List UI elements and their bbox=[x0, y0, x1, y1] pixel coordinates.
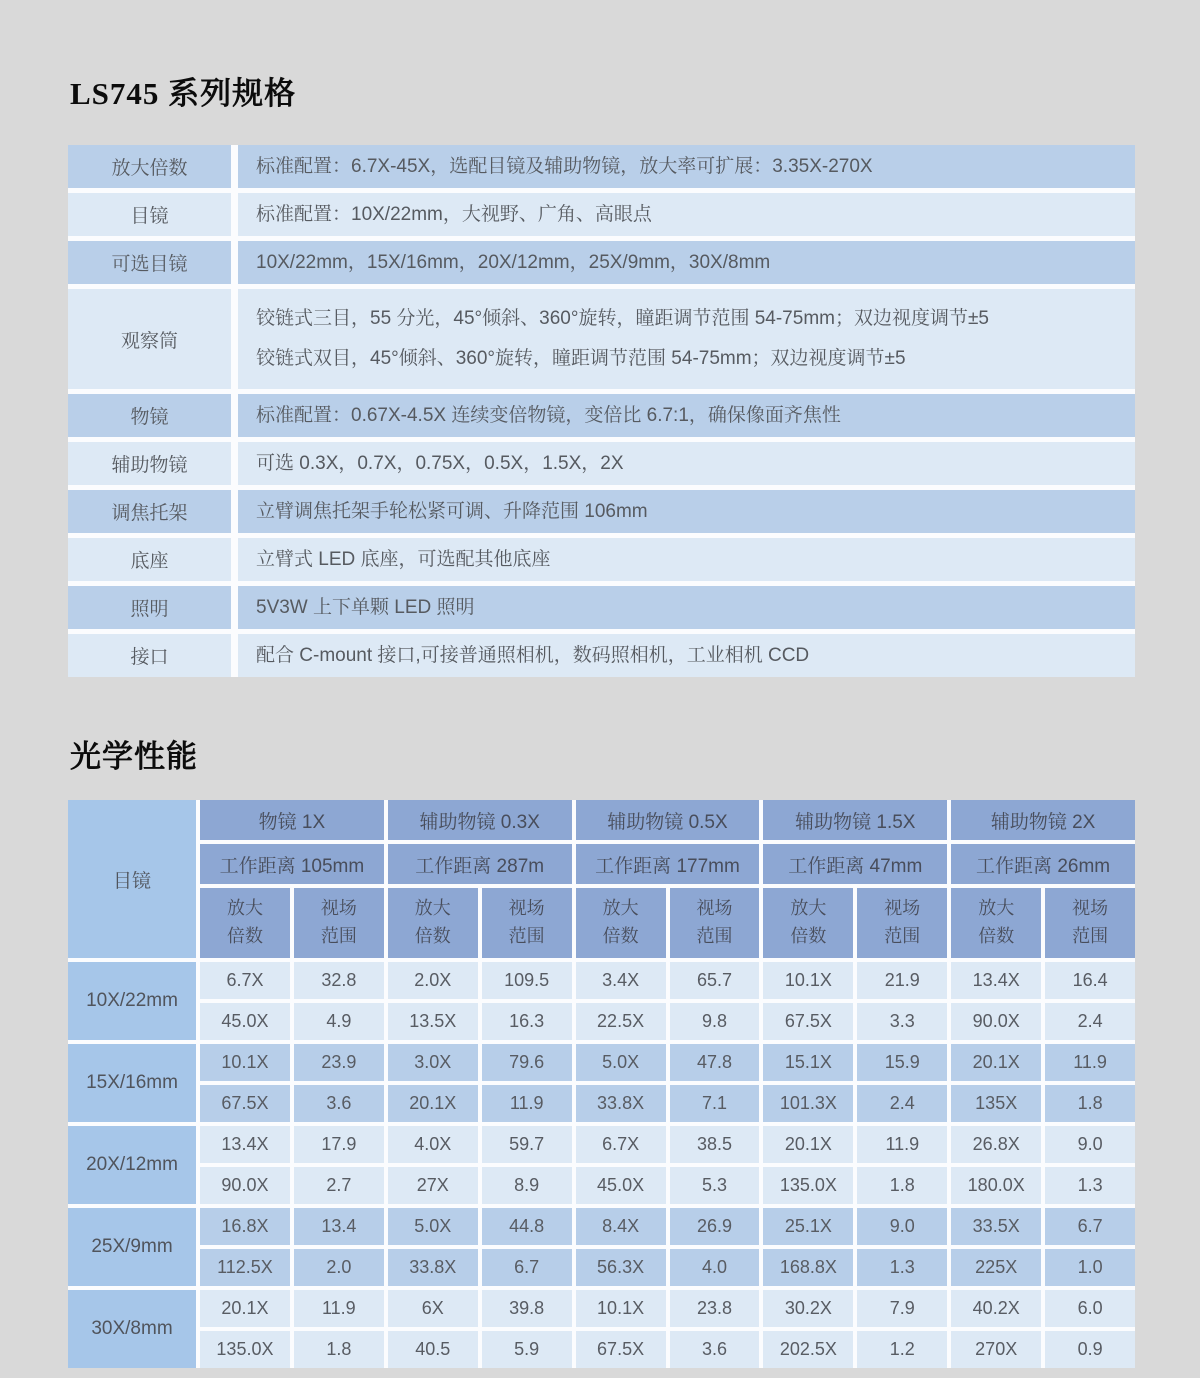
optics-data-cell: 90.0X bbox=[951, 1003, 1041, 1040]
spec-row-value bbox=[238, 289, 1135, 389]
optics-data-cell: 33.8X bbox=[576, 1085, 666, 1122]
optics-data-cell: 2.0X bbox=[388, 962, 478, 999]
optics-data-row bbox=[200, 1208, 1135, 1245]
optics-data-cell: 2.7 bbox=[294, 1167, 384, 1204]
optics-data-cell: 10.1X bbox=[576, 1290, 666, 1327]
optics-working-distance-row bbox=[200, 844, 1135, 884]
optics-data-cell: 4.0X bbox=[388, 1126, 478, 1163]
optics-data-row bbox=[200, 1290, 1135, 1327]
optics-eyepiece-label: 20X/12mm bbox=[68, 1126, 196, 1204]
spec-row bbox=[68, 442, 1135, 485]
optics-data-row bbox=[200, 1249, 1135, 1286]
optics-data-cell: 44.8 bbox=[482, 1208, 572, 1245]
optics-data-cell: 225X bbox=[951, 1249, 1041, 1286]
optics-working-distance: 工作距离 47mm bbox=[763, 844, 947, 884]
spec-row-label: 底座 bbox=[68, 538, 231, 581]
optics-data-row bbox=[200, 1126, 1135, 1163]
optics-data-cell: 23.9 bbox=[294, 1044, 384, 1081]
optics-data-cell: 1.8 bbox=[294, 1331, 384, 1368]
optics-subheader-mag: 放大 倍数 bbox=[763, 888, 853, 958]
optics-data-cell: 15.9 bbox=[857, 1044, 947, 1081]
spec-row-value: 配合 C-mount 接口,可接普通照相机，数码照相机，工业相机 CCD bbox=[238, 634, 1135, 677]
spec-row-label: 观察筒 bbox=[68, 289, 231, 389]
optics-data-row bbox=[200, 1003, 1135, 1040]
optics-data-cell: 2.4 bbox=[1045, 1003, 1135, 1040]
spec-value-line-1: 铰链式三目，55 分光，45°倾斜、360°旋转，瞳距调节范围 54-75mm；双边视度调节±5 bbox=[256, 308, 989, 330]
optics-data-area bbox=[200, 800, 1135, 1368]
optics-data-cell: 67.5X bbox=[576, 1331, 666, 1368]
optics-data-row bbox=[200, 1085, 1135, 1122]
optics-data-cell: 180.0X bbox=[951, 1167, 1041, 1204]
optics-data-cell: 27X bbox=[388, 1167, 478, 1204]
optics-data-cell: 20.1X bbox=[951, 1044, 1041, 1081]
optics-data-cell: 11.9 bbox=[857, 1126, 947, 1163]
optics-working-distance: 工作距离 105mm bbox=[200, 844, 384, 884]
optics-data-cell: 38.5 bbox=[670, 1126, 760, 1163]
optics-data-cell: 3.6 bbox=[294, 1085, 384, 1122]
spec-row-value: 立臂式 LED 底座，可选配其他底座 bbox=[238, 538, 1135, 581]
optics-corner-label: 目镜 bbox=[68, 800, 196, 958]
optics-data-cell: 8.4X bbox=[576, 1208, 666, 1245]
spec-row-label: 物镜 bbox=[68, 394, 231, 437]
optics-subheader-fov: 视场 范围 bbox=[294, 888, 384, 958]
spec-row bbox=[68, 634, 1135, 677]
spec-row-value: 标准配置：0.67X-4.5X 连续变倍物镜，变倍比 6.7:1，确保像面齐焦性 bbox=[238, 394, 1135, 437]
spec-row-label: 接口 bbox=[68, 634, 231, 677]
optics-data-cell: 13.5X bbox=[388, 1003, 478, 1040]
optics-data-cell: 9.8 bbox=[670, 1003, 760, 1040]
optics-group-title-row bbox=[200, 800, 1135, 840]
spec-row bbox=[68, 394, 1135, 437]
spec-table bbox=[68, 145, 1135, 677]
optics-data-cell: 1.0 bbox=[1045, 1249, 1135, 1286]
optics-group-title: 物镜 1X bbox=[200, 800, 384, 840]
optics-data-cell: 2.4 bbox=[857, 1085, 947, 1122]
optics-working-distance: 工作距离 287m bbox=[388, 844, 572, 884]
spec-row bbox=[68, 586, 1135, 629]
optics-data-cell: 1.8 bbox=[857, 1167, 947, 1204]
spec-row-label: 放大倍数 bbox=[68, 145, 231, 188]
optics-data-cell: 47.8 bbox=[670, 1044, 760, 1081]
optics-data-cell: 16.8X bbox=[200, 1208, 290, 1245]
optics-data-cell: 202.5X bbox=[763, 1331, 853, 1368]
optics-data-cell: 5.0X bbox=[388, 1208, 478, 1245]
spec-row bbox=[68, 490, 1135, 533]
optics-data-cell: 40.5 bbox=[388, 1331, 478, 1368]
optics-data-cell: 1.8 bbox=[1045, 1085, 1135, 1122]
optics-data-cell: 21.9 bbox=[857, 962, 947, 999]
optics-data-cell: 26.9 bbox=[670, 1208, 760, 1245]
optics-eyepiece-label: 10X/22mm bbox=[68, 962, 196, 1040]
optics-data-cell: 1.2 bbox=[857, 1331, 947, 1368]
optics-data-cell: 33.5X bbox=[951, 1208, 1041, 1245]
optics-data-cell: 30.2X bbox=[763, 1290, 853, 1327]
spec-row-label: 照明 bbox=[68, 586, 231, 629]
optics-data-cell: 11.9 bbox=[482, 1085, 572, 1122]
optics-subheader-mag: 放大 倍数 bbox=[951, 888, 1041, 958]
optics-data-cell: 168.8X bbox=[763, 1249, 853, 1286]
optics-group-title: 辅助物镜 2X bbox=[951, 800, 1135, 840]
optics-data-cell: 13.4X bbox=[951, 962, 1041, 999]
optics-data-cell: 22.5X bbox=[576, 1003, 666, 1040]
optics-subheader-fov: 视场 范围 bbox=[670, 888, 760, 958]
optics-data-cell: 23.8 bbox=[670, 1290, 760, 1327]
optics-data-cell: 67.5X bbox=[763, 1003, 853, 1040]
spec-row-value: 立臂调焦托架手轮松紧可调、升降范围 106mm bbox=[238, 490, 1135, 533]
spec-row bbox=[68, 538, 1135, 581]
optics-subheader-fov: 视场 范围 bbox=[1045, 888, 1135, 958]
spec-row bbox=[68, 145, 1135, 188]
optics-data-cell: 65.7 bbox=[670, 962, 760, 999]
optics-data-row bbox=[200, 1044, 1135, 1081]
optics-data-cell: 135.0X bbox=[200, 1331, 290, 1368]
optics-subheader-fov: 视场 范围 bbox=[857, 888, 947, 958]
optics-subheader-mag: 放大 倍数 bbox=[388, 888, 478, 958]
spec-row-value: 可选 0.3X，0.7X，0.75X，0.5X，1.5X，2X bbox=[238, 442, 1135, 485]
optics-data-cell: 40.2X bbox=[951, 1290, 1041, 1327]
optics-data-cell: 10.1X bbox=[200, 1044, 290, 1081]
spec-value-line-2: 铰链式双目，45°倾斜、360°旋转，瞳距调节范围 54-75mm；双边视度调节±5 bbox=[256, 348, 906, 370]
spec-row-value: 标准配置：6.7X-45X，选配目镜及辅助物镜，放大率可扩展：3.35X-270X bbox=[238, 145, 1135, 188]
optics-data-cell: 3.6 bbox=[670, 1331, 760, 1368]
optics-group-title: 辅助物镜 0.5X bbox=[576, 800, 760, 840]
optics-data-row bbox=[200, 1331, 1135, 1368]
spec-row bbox=[68, 289, 1135, 389]
optics-data-cell: 13.4X bbox=[200, 1126, 290, 1163]
optics-data-cell: 16.3 bbox=[482, 1003, 572, 1040]
optics-data-cell: 20.1X bbox=[200, 1290, 290, 1327]
optics-data-cell: 9.0 bbox=[1045, 1126, 1135, 1163]
optics-working-distance: 工作距离 26mm bbox=[951, 844, 1135, 884]
optics-data-cell: 270X bbox=[951, 1331, 1041, 1368]
spec-row-label: 可选目镜 bbox=[68, 241, 231, 284]
optics-data-cell: 6.7X bbox=[200, 962, 290, 999]
spec-row bbox=[68, 193, 1135, 236]
optics-subheader-row bbox=[200, 888, 1135, 958]
optics-data-row bbox=[200, 1167, 1135, 1204]
optics-data-cell: 11.9 bbox=[1045, 1044, 1135, 1081]
optics-data-cell: 6.0 bbox=[1045, 1290, 1135, 1327]
optics-data-cell: 3.4X bbox=[576, 962, 666, 999]
optics-data-cell: 9.0 bbox=[857, 1208, 947, 1245]
optics-data-row bbox=[200, 962, 1135, 999]
optics-data-cell: 5.9 bbox=[482, 1331, 572, 1368]
optics-eyepiece-column bbox=[68, 800, 196, 1368]
optics-working-distance: 工作距离 177mm bbox=[576, 844, 760, 884]
spec-row-label: 目镜 bbox=[68, 193, 231, 236]
optics-eyepiece-label: 15X/16mm bbox=[68, 1044, 196, 1122]
optics-data-cell: 13.4 bbox=[294, 1208, 384, 1245]
optics-data-cell: 25.1X bbox=[763, 1208, 853, 1245]
optics-group-title: 辅助物镜 1.5X bbox=[763, 800, 947, 840]
optics-table bbox=[68, 800, 1135, 1368]
optics-group-title: 辅助物镜 0.3X bbox=[388, 800, 572, 840]
optics-data-cell: 109.5 bbox=[482, 962, 572, 999]
optics-data-cell: 26.8X bbox=[951, 1126, 1041, 1163]
optics-data-cell: 3.0X bbox=[388, 1044, 478, 1081]
optics-data-cell: 20.1X bbox=[763, 1126, 853, 1163]
optics-data-cell: 135.0X bbox=[763, 1167, 853, 1204]
optics-data-cell: 56.3X bbox=[576, 1249, 666, 1286]
spec-section-title: LS745 系列规格 bbox=[70, 76, 297, 111]
optics-data-cell: 2.0 bbox=[294, 1249, 384, 1286]
optics-data-cell: 20.1X bbox=[388, 1085, 478, 1122]
optics-data-cell: 1.3 bbox=[1045, 1167, 1135, 1204]
spec-row-label: 调焦托架 bbox=[68, 490, 231, 533]
optics-data-cell: 5.3 bbox=[670, 1167, 760, 1204]
spec-row-label: 辅助物镜 bbox=[68, 442, 231, 485]
optics-subheader-mag: 放大 倍数 bbox=[576, 888, 666, 958]
optics-section-title: 光学性能 bbox=[70, 739, 198, 774]
optics-data-cell: 8.9 bbox=[482, 1167, 572, 1204]
optics-data-cell: 79.6 bbox=[482, 1044, 572, 1081]
optics-data-cell: 6.7 bbox=[1045, 1208, 1135, 1245]
optics-eyepiece-label: 25X/9mm bbox=[68, 1208, 196, 1286]
optics-data-cell: 67.5X bbox=[200, 1085, 290, 1122]
optics-data-cell: 16.4 bbox=[1045, 962, 1135, 999]
optics-data-cell: 45.0X bbox=[200, 1003, 290, 1040]
optics-subheader-fov: 视场 范围 bbox=[482, 888, 572, 958]
optics-data-cell: 101.3X bbox=[763, 1085, 853, 1122]
spec-row-value: 标准配置：10X/22mm，大视野、广角、高眼点 bbox=[238, 193, 1135, 236]
optics-data-cell: 0.9 bbox=[1045, 1331, 1135, 1368]
optics-data-cell: 135X bbox=[951, 1085, 1041, 1122]
optics-data-cell: 7.9 bbox=[857, 1290, 947, 1327]
optics-data-cell: 6X bbox=[388, 1290, 478, 1327]
optics-data-cell: 11.9 bbox=[294, 1290, 384, 1327]
spec-row bbox=[68, 241, 1135, 284]
spec-row-value: 10X/22mm，15X/16mm，20X/12mm，25X/9mm，30X/8mm bbox=[238, 241, 1135, 284]
optics-data-cell: 90.0X bbox=[200, 1167, 290, 1204]
optics-eyepiece-label: 30X/8mm bbox=[68, 1290, 196, 1368]
optics-data-cell: 7.1 bbox=[670, 1085, 760, 1122]
optics-data-cell: 5.0X bbox=[576, 1044, 666, 1081]
optics-data-cell: 3.3 bbox=[857, 1003, 947, 1040]
optics-data-cell: 4.0 bbox=[670, 1249, 760, 1286]
optics-data-cell: 59.7 bbox=[482, 1126, 572, 1163]
optics-subheader-mag: 放大 倍数 bbox=[200, 888, 290, 958]
optics-data-cell: 45.0X bbox=[576, 1167, 666, 1204]
optics-data-cell: 4.9 bbox=[294, 1003, 384, 1040]
optics-data-cell: 33.8X bbox=[388, 1249, 478, 1286]
optics-data-cell: 17.9 bbox=[294, 1126, 384, 1163]
optics-data-cell: 6.7X bbox=[576, 1126, 666, 1163]
optics-data-cell: 6.7 bbox=[482, 1249, 572, 1286]
optics-data-cell: 32.8 bbox=[294, 962, 384, 999]
optics-data-cell: 15.1X bbox=[763, 1044, 853, 1081]
optics-data-cell: 1.3 bbox=[857, 1249, 947, 1286]
optics-data-cell: 10.1X bbox=[763, 962, 853, 999]
spec-row-value: 5V3W 上下单颗 LED 照明 bbox=[238, 586, 1135, 629]
optics-data-cell: 112.5X bbox=[200, 1249, 290, 1286]
optics-data-cell: 39.8 bbox=[482, 1290, 572, 1327]
